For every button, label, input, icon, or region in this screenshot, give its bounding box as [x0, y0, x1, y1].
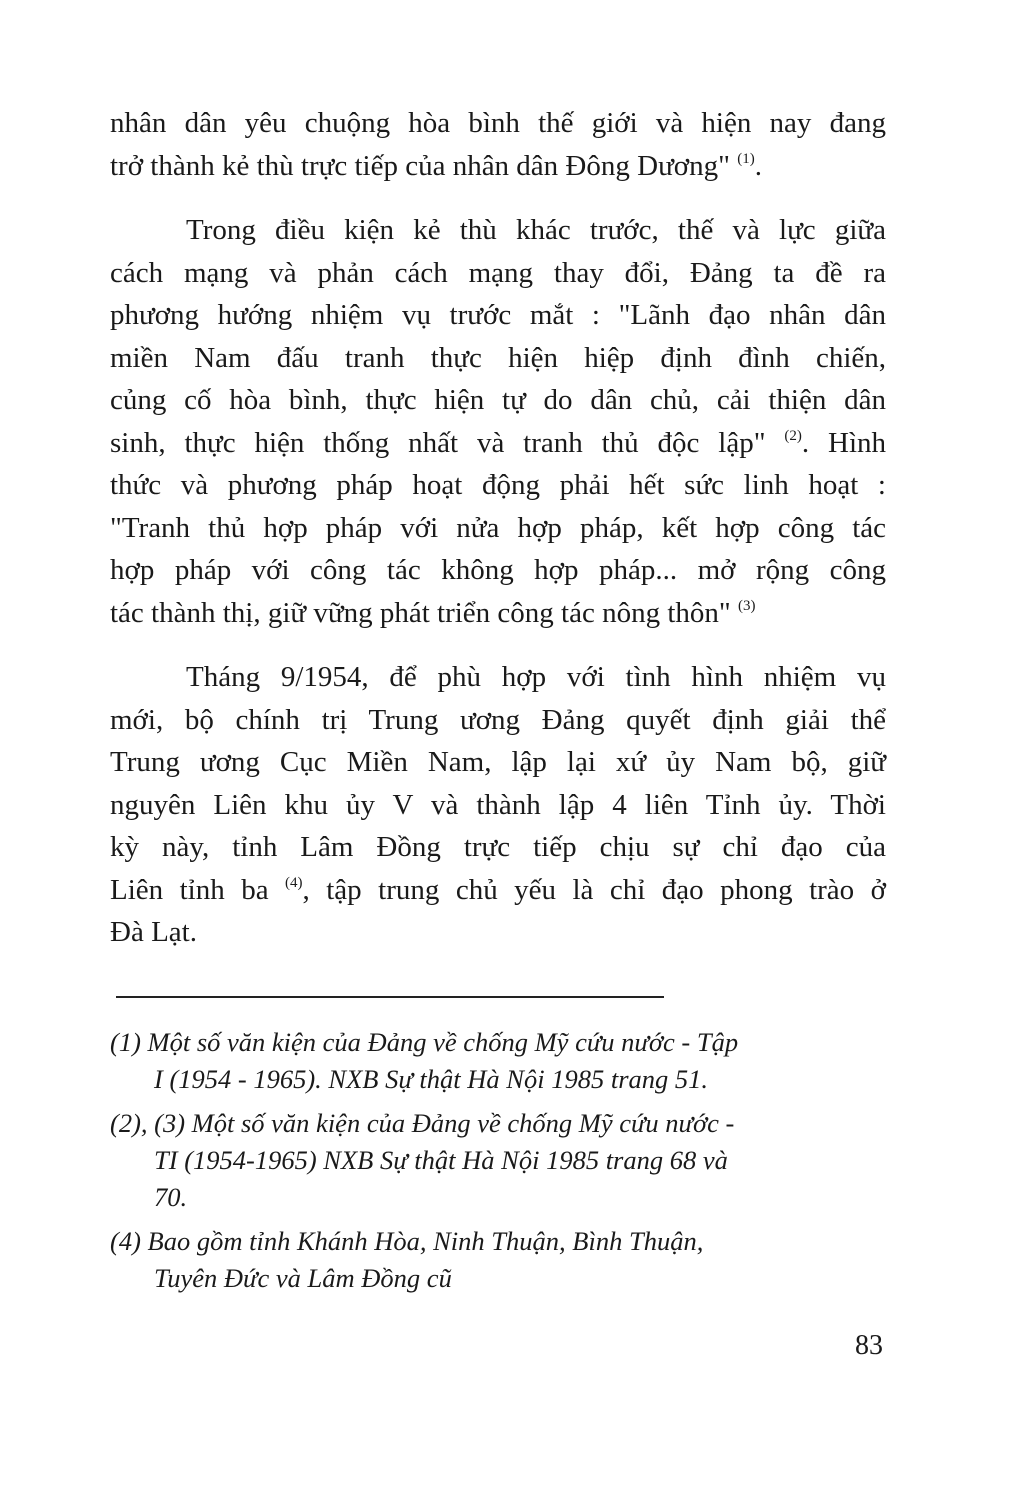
line-text: . Hình [801, 426, 886, 459]
paragraph-line: trở thành kẻ thù trực tiếp của nhân dân Đông Dương" $^{(1)}$. [110, 149, 762, 182]
paragraph-line [110, 422, 886, 465]
paragraph-line: thức và phương pháp hoạt động phải hết sức linh hoạt : [110, 469, 886, 501]
line-text: Liên tỉnh ba [110, 873, 269, 906]
footnote-line: (1) Một số văn kiện của Đảng về chống Mỹ cứu nước - Tập [110, 1027, 739, 1057]
paragraph-line: Tháng 9/1954, để phù hợp với tình hình nhiệm vụ [186, 661, 886, 693]
footnote-4 [110, 1223, 886, 1297]
line-text: tác thành thị, giữ vững phát triển công tác nông thôn" [110, 596, 731, 629]
paragraph-3 [110, 656, 886, 954]
paragraph-1 [110, 102, 886, 187]
paragraph-line [110, 869, 886, 912]
footnote-line: I (1954 - 1965). NXB Sự thật Hà Nội 1985 trang 51. [154, 1064, 709, 1094]
page-number: 83 [855, 1330, 883, 1361]
footnote-reference-1: (1) [737, 150, 755, 167]
paragraph-line: "Tranh thủ hợp pháp với nửa hợp pháp, kết hợp công tác [110, 511, 886, 544]
footnote-2-3 [110, 1105, 886, 1216]
footnote-1 [110, 1024, 886, 1098]
paragraph-line: Đà Lạt. [110, 916, 197, 948]
paragraph-line: kỳ này, tỉnh Lâm Đồng trực tiếp chịu sự chỉ đạo của [110, 831, 886, 863]
paragraph-line: củng cố hòa bình, thực hiện tự do dân chủ, cải thiện dân [110, 384, 886, 416]
footnote-line: TI (1954-1965) NXB Sự thật Hà Nội 1985 trang 68 và [154, 1145, 728, 1175]
paragraph-line: hợp pháp với công tác không hợp pháp... mở rộng công [110, 554, 886, 586]
footnote-line: (2), (3) Một số văn kiện của Đảng về chống Mỹ cứu nước - [110, 1108, 735, 1138]
paragraph-line: cách mạng và phản cách mạng thay đổi, Đảng ta đề ra [110, 256, 886, 289]
footnote-separator [116, 996, 664, 998]
line-text: sinh, thực hiện thống nhất và tranh thủ độc lập" [110, 426, 766, 459]
paragraph-line: nguyên Liên khu ủy V và thành lập 4 liên Tỉnh ủy. Thời [110, 788, 886, 821]
paragraph-line: Trong điều kiện kẻ thù khác trước, thế và lực giữa [186, 214, 886, 246]
line-text: , tập trung chủ yếu là chỉ đạo phong trào ở [302, 873, 886, 906]
footnotes [110, 1024, 886, 1304]
footnote-reference-4: (4) [285, 874, 303, 891]
footnote-reference-3: (3) [737, 597, 756, 614]
paragraph-line: miền Nam đấu tranh thực hiện hiệp định đình chiến, [110, 341, 886, 374]
line-text: trở thành kẻ thù trực tiếp của nhân dân Đông Dương" [110, 149, 730, 182]
page-body [110, 102, 886, 954]
footnote-line: 70. [154, 1182, 188, 1212]
paragraph-2 [110, 209, 886, 634]
footnote-reference-2: (2) [784, 427, 802, 444]
paragraph-line [110, 592, 886, 635]
paragraph-line: mới, bộ chính trị Trung ương Đảng quyết định giải thể [110, 703, 886, 736]
paragraph-line: Trung ương Cục Miền Nam, lập lại xứ ủy Nam bộ, giữ [110, 746, 886, 778]
paragraph-line: nhân dân yêu chuộng hòa bình thế giới và hiện nay đang [110, 107, 886, 139]
paragraph-line: phương hướng nhiệm vụ trước mắt : "Lãnh đạo nhân dân [110, 299, 886, 331]
footnote-line: (4) Bao gồm tỉnh Khánh Hòa, Ninh Thuận, Bình Thuận, [110, 1226, 704, 1256]
footnote-line: Tuyên Đức và Lâm Đồng cũ [154, 1263, 452, 1293]
